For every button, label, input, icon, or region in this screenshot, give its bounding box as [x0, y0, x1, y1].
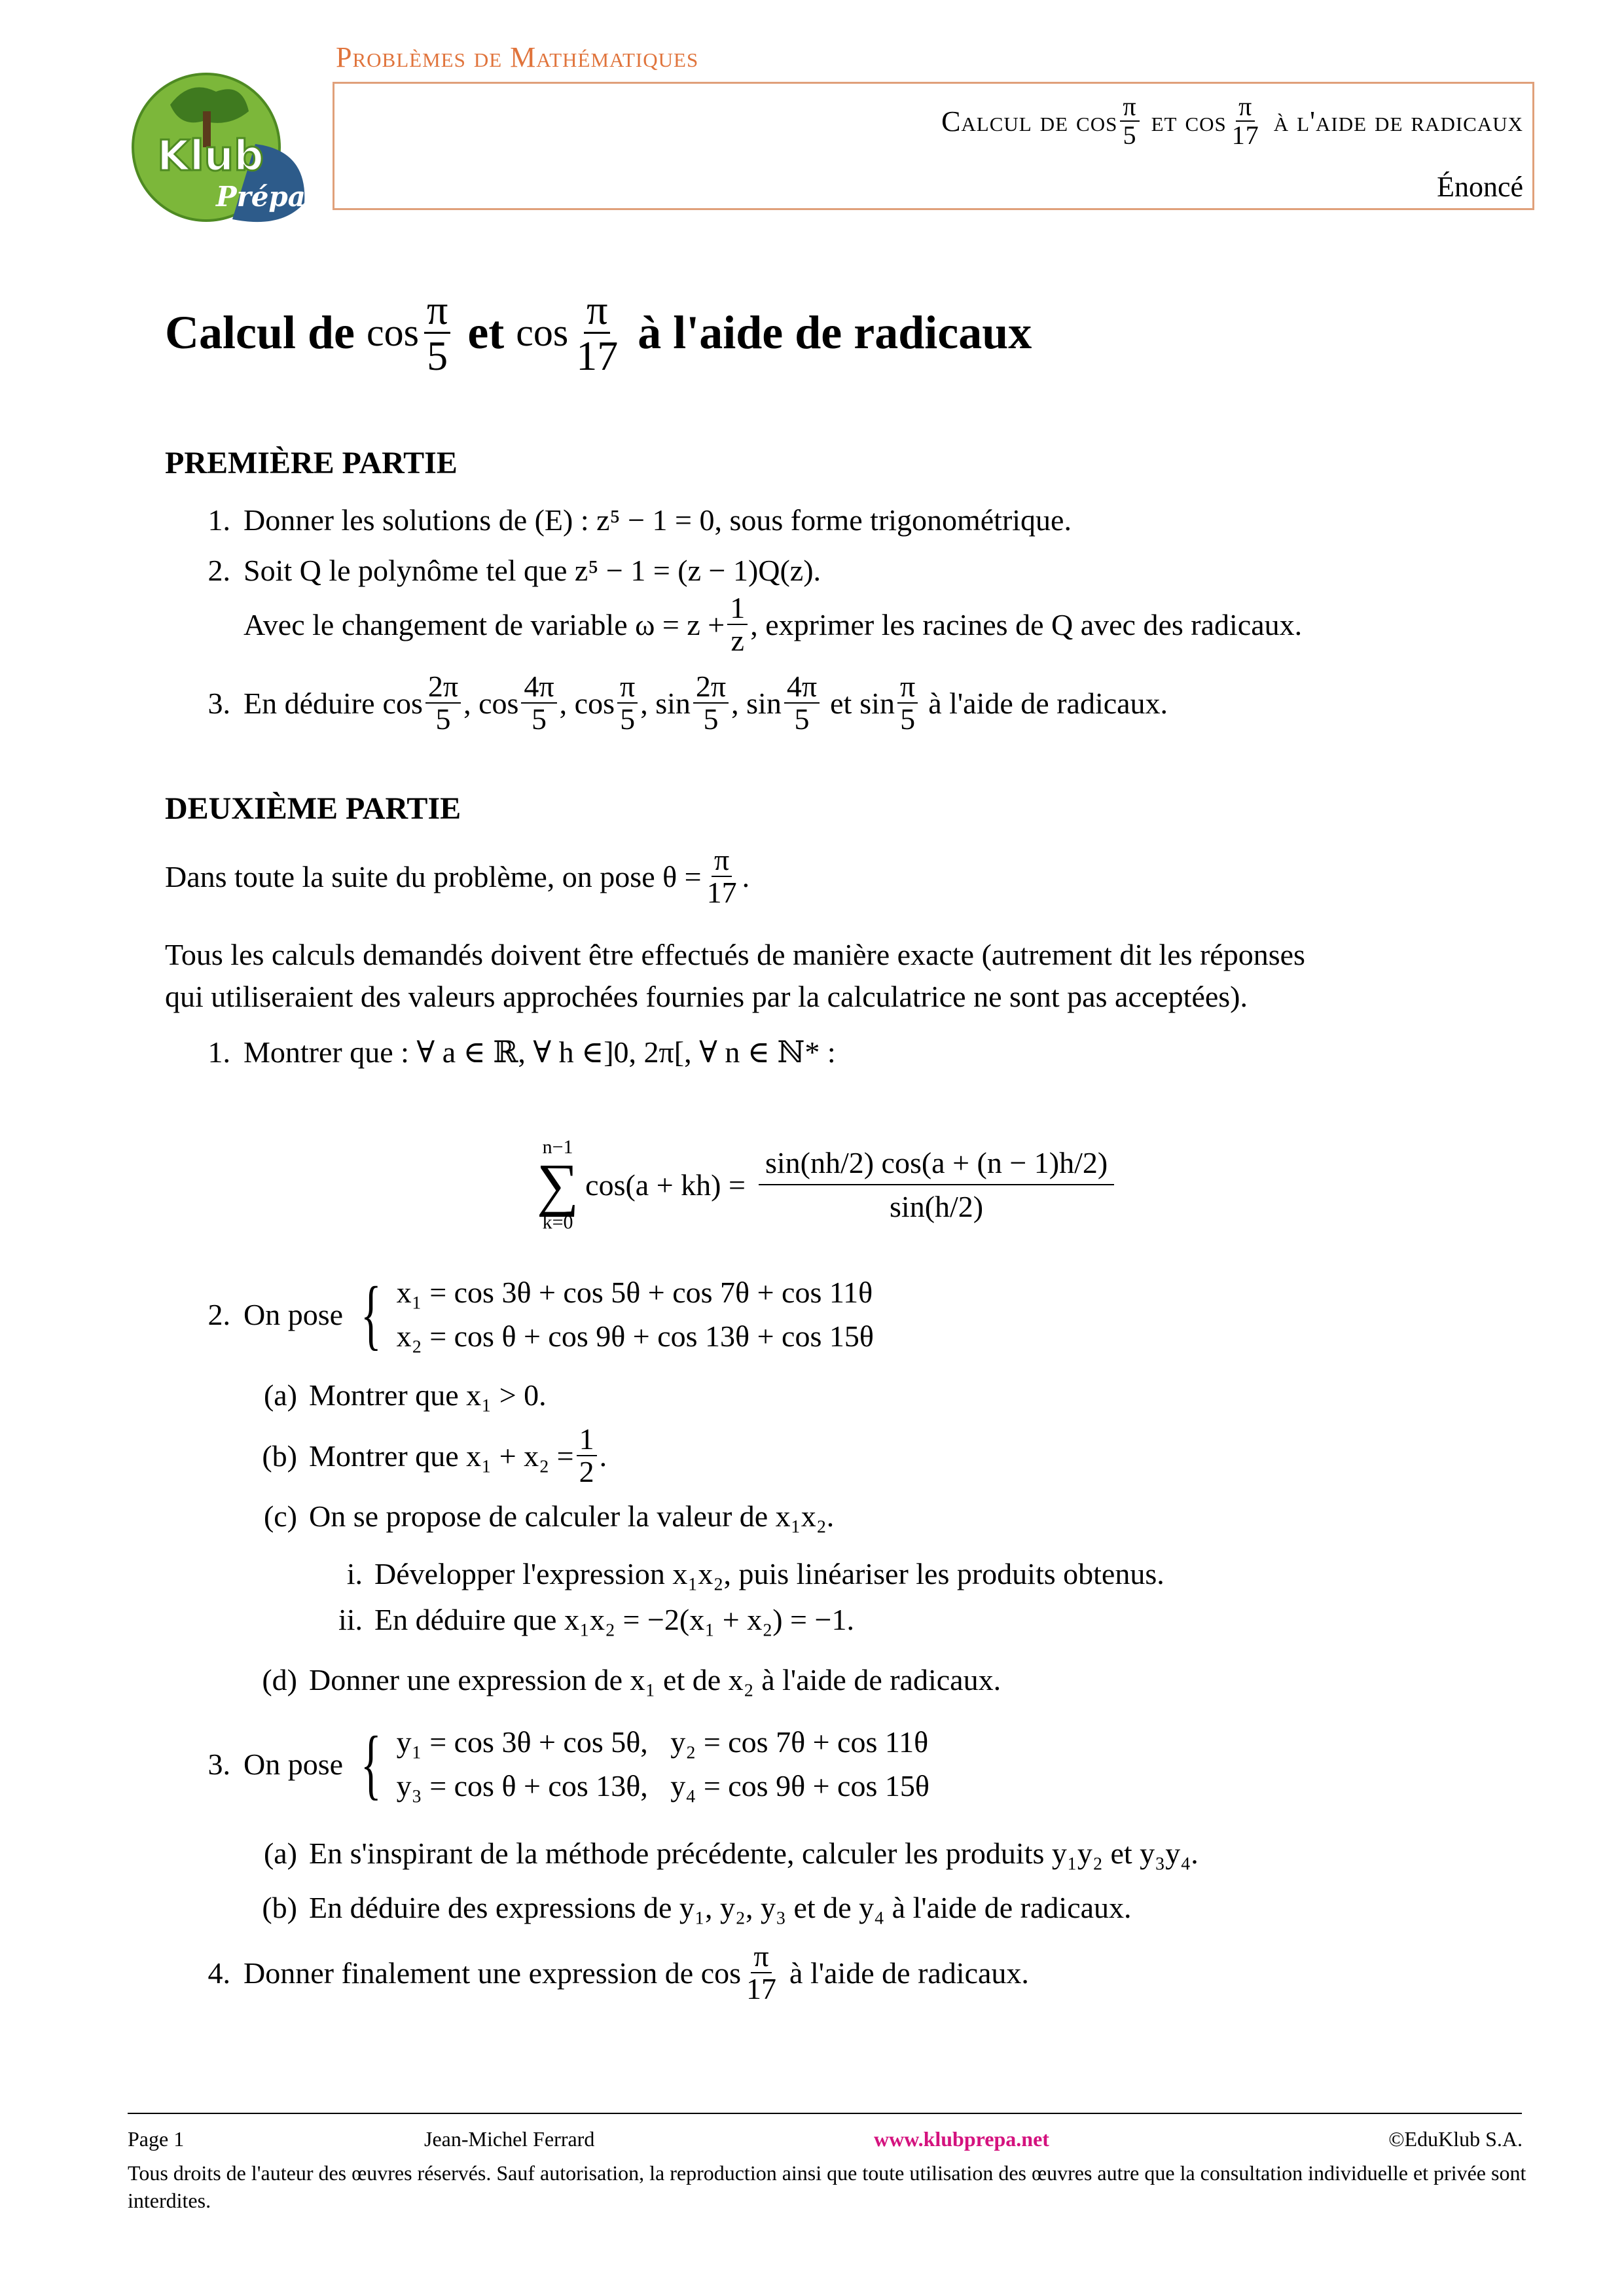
footer-page: Page 1 [128, 2127, 185, 2151]
part1-q3: 3. En déduire cos $\frac{2\pi}{5}$ , cos $\frac{4\pi}{5}$ , cos $\frac{\pi}{5}$ , sin $\frac{2\pi}{5}$ , sin $\frac{4\pi}{5}$ et sin $\frac{\pi}{5}$ à l'aide de radicaux. [208, 670, 1168, 736]
part2-q3b: (b) En déduire des expressions de y₁, y₂, y₃ et de y₄ à l'aide de radicaux. [262, 1891, 1132, 1924]
part1-q1: 1. Donner les solutions de (E) : z⁵ − 1 = 0, sous forme trigonométrique. [208, 503, 1072, 537]
header-enonce: Énoncé [1437, 171, 1523, 203]
part2-q3a: (a) En s'inspirant de la méthode précédente, calculer les produits y₁y₂ et y₃y₄. [263, 1837, 1199, 1870]
part2-para2: qui utiliseraient des valeurs approchées fournies par la calculatrice ne sont pas acceptées). [165, 980, 1248, 1013]
svg-text:Prépa: Prépa [216, 181, 306, 213]
part2-q2a: (a) Montrer que x₁ > 0. [263, 1378, 547, 1412]
part2-q2: 2. On pose { x₁ = cos 3θ + cos 5θ + cos 7θ + cos 11θ x₂ = cos θ + cos 9θ + cos 13θ + cos 15θ [208, 1270, 874, 1357]
footer-author: Jean-Michel Ferrard [424, 2127, 595, 2151]
part2-q4: 4. Donner finalement une expression de cos $\frac{\pi}{17}$ à l'aide de radicaux. [208, 1939, 1029, 2006]
part1-q2: 2. Soit Q le polynôme tel que z⁵ − 1 = (z − 1)Q(z). [208, 554, 821, 587]
footer-copyright: ©EduKlub S.A. [1388, 2127, 1523, 2151]
part2-intro: Dans toute la suite du problème, on pose θ = $\frac{\pi}{17}$ . [165, 843, 750, 910]
series-title: Problèmes de Mathématiques [336, 41, 699, 73]
part2-q2cii: ii. En déduire que x₁x₂ = −2(x₁ + x₂) = −1. [338, 1603, 854, 1636]
page-title: Calcul de cos $\frac{\pi}{5}$ et cos $\frac{\pi}{17}$ à l'aide de radicaux [165, 287, 1032, 380]
header-box [333, 82, 1534, 210]
part2-q2ci: i. Développer l'expression x₁x₂, puis linéariser les produits obtenus. [346, 1557, 1164, 1590]
footer-rights: Tous droits de l'auteur des œuvres réservés. Sauf autorisation, la reproduction ainsi que toute utilisation des œuvres autre que la consultation individuelle et privée sont interdites. [128, 2161, 1526, 2212]
sum-formula: n−1 ∑ k=0 cos(a + kh) = $\frac{\sin(nh/2) \cos(a + (n - 1)h/2)}{\sin(h/2)}$ [537, 1113, 1257, 1257]
footer-site-link[interactable]: www.klubprepa.net [874, 2127, 1049, 2151]
part1-heading: PREMIÈRE PARTIE [165, 446, 458, 480]
footer-rule [128, 2113, 1522, 2114]
part2-q3: 3. On pose { y₁ = cos 3θ + cos 5θ, y₂ = cos 7θ + cos 11θ y₃ = cos θ + cos 13θ, y₄ = cos 9θ + cos 15θ [208, 1720, 929, 1807]
part2-q1: 1. Montrer que : ∀ a ∈ ℝ, ∀ h ∈]0, 2π[, ∀ n ∈ ℕ* : [208, 1035, 836, 1069]
part2-q2d: (d) Donner une expression de x₁ et de x₂ à l'aide de radicaux. [262, 1663, 1001, 1696]
part2-q2c: (c) On se propose de calculer la valeur de x₁x₂. [263, 1499, 835, 1533]
svg-text:Klub: Klub [157, 132, 264, 181]
part2-q2b: (b) Montrer que x₁ + x₂ = $\frac{1}{2}$ . [262, 1422, 607, 1489]
part2-para1: Tous les calculs demandés doivent être effectués de manière exacte (autrement dit les réponses [165, 938, 1305, 971]
header-title: Calcul de cos $\frac{\pi}{5}$ et cos $\frac{\pi}{17}$ à l'aide de radicaux [941, 92, 1523, 150]
part1-q2b: Avec le changement de variable ω = z + $\frac{1}{z}$ , exprimer les racines de Q avec des radicaux. [244, 591, 1303, 658]
part2-heading: DEUXIÈME PARTIE [165, 791, 461, 826]
klubprepa-logo [118, 65, 314, 229]
